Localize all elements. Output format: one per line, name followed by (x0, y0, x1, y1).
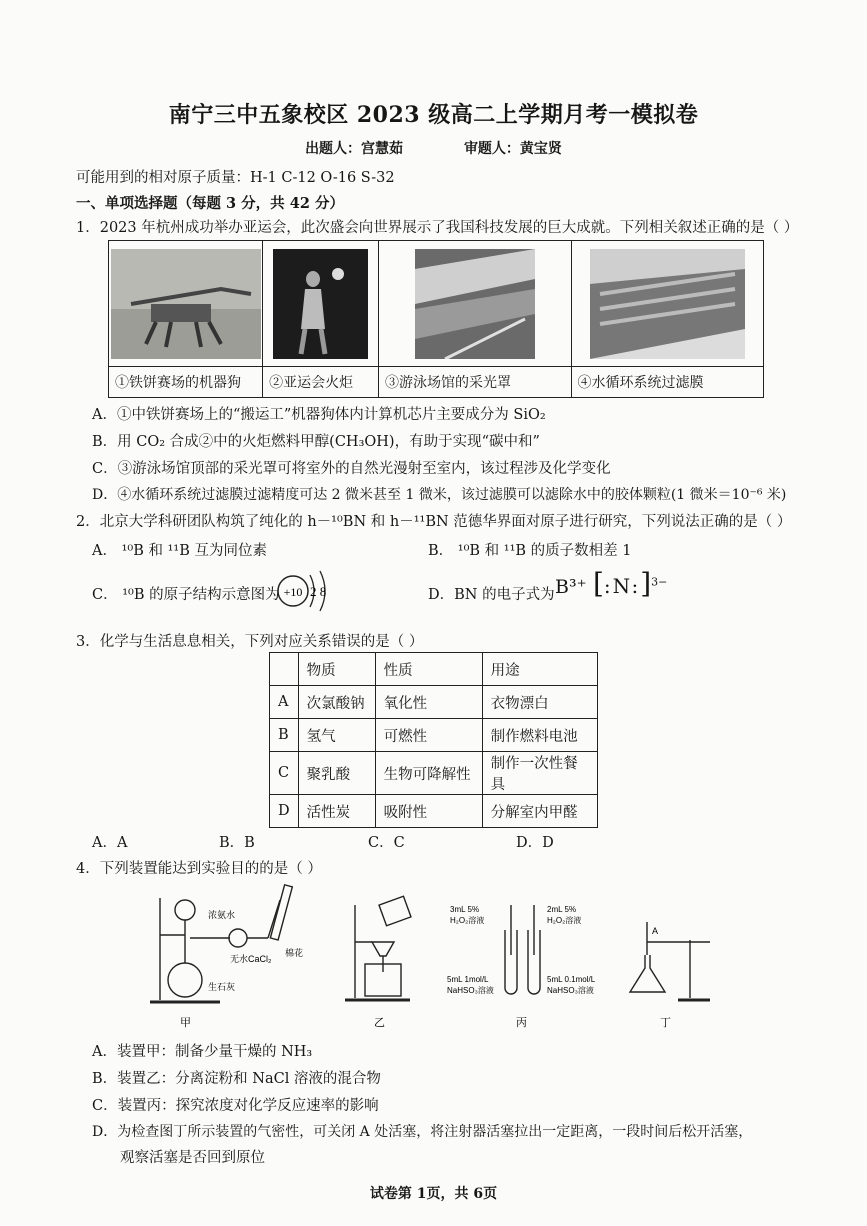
q3-choice-b: B．B (219, 835, 255, 851)
q1-caption-1: ①铁饼赛场的机器狗 (109, 366, 262, 397)
electron-shells: 2 8 (310, 584, 327, 599)
table-cell: 活性炭 (298, 795, 375, 828)
nitride-ion: :N: (603, 574, 641, 598)
q4-option-c: C．装置丙：探究浓度对化学反应速率的影响 (92, 1098, 379, 1114)
nitride-charge: 3− (651, 575, 668, 589)
label-yi: 乙 (374, 1017, 385, 1029)
q3-choice-d: D．D (516, 835, 554, 851)
table-cell: 制作一次性餐具 (482, 752, 597, 795)
q1-option-c: C．③游泳场馆顶部的采光罩可将室外的自然光漫射至室内，该过程涉及化学变化 (92, 461, 611, 477)
q1-option-a: A．①中铁饼赛场上的“搬运工”机器狗体内计算机芯片主要成分为 SiO₂ (92, 407, 546, 423)
robot-dog-photo (111, 249, 261, 359)
label-cacl2: 无水CaCl₂ (230, 954, 272, 964)
nitrogen-symbol: N (612, 574, 632, 598)
label-ding: 丁 (660, 1017, 671, 1029)
q4-option-d: D．为检查图丁所示装置的气密性，可关闭 A 处活塞，将注射器活塞拉出一定距离，一段时间后松开活塞， (92, 1124, 753, 1140)
apparatus-ding (630, 922, 710, 1000)
q3-choice-c: C．C (368, 835, 405, 851)
q4-stem: 4．下列装置能达到实验目的的是（ ） (76, 861, 322, 877)
table-row (270, 752, 598, 795)
table-header-cell: 用途 (482, 653, 597, 686)
label-c3: 2mL 5% (547, 905, 577, 914)
skylight-photo (415, 249, 535, 359)
label-c2: H₂O₂溶液 (450, 916, 485, 925)
page-footer: 试卷第 1页，共 6页 (369, 1186, 498, 1202)
label-c4: H₂O₂溶液 (547, 916, 582, 925)
label-c6: NaHSO₃溶液 (447, 986, 494, 995)
table-header-cell: 物质 (298, 653, 375, 686)
q3-choice-a: A．A (92, 835, 128, 851)
q1-image-1 (109, 241, 263, 397)
q2-option-d: D．BN 的电子式为 (428, 587, 555, 603)
reviewer: 审题人：黄宝贤 (463, 141, 562, 157)
torch-photo (273, 249, 368, 359)
q1-option-b: B．用 CO₂ 合成②中的火炬燃料甲醇(CH₃OH)，有助于实现“碳中和” (92, 434, 540, 450)
page-title: 南宁三中五象校区 2023 级高二上学期月考一模拟卷 (168, 102, 699, 128)
table-cell: 氧化性 (375, 686, 482, 719)
q4-option-d-continued: 观察活塞是否回到原位 (120, 1150, 265, 1166)
nucleus-charge: +10 (283, 585, 303, 599)
table-cell: 生物可降解性 (375, 752, 482, 795)
label-c5: 5mL 1mol/L (447, 975, 489, 984)
table-cell: 分解室内甲醛 (482, 795, 597, 828)
table-cell: 氢气 (298, 719, 375, 752)
table-cell: D (270, 795, 299, 828)
table-cell: 衣物漂白 (482, 686, 597, 719)
q4-apparatus-figure (150, 880, 710, 1030)
q1-caption-4: ④水循环系统过滤膜 (572, 366, 763, 397)
atomic-structure-diagram (274, 565, 334, 617)
q1-image-3 (379, 241, 571, 397)
label-bing: 丙 (516, 1017, 527, 1029)
boron-ion: B³⁺ (555, 576, 587, 598)
table-cell: 次氯酸钠 (298, 686, 375, 719)
table-cell: C (270, 752, 299, 795)
label-c1: 3mL 5% (450, 905, 480, 914)
electron-formula (555, 567, 667, 600)
table-header-row (270, 653, 598, 686)
q1-caption-2: ②亚运会火炬 (263, 366, 378, 397)
q1-image-2 (263, 241, 379, 397)
q2-option-a: A． ¹⁰B 和 ¹¹B 互为同位素 (92, 543, 267, 559)
label-c8: NaHSO₃溶液 (547, 986, 594, 995)
q2-stem: 2．北京大学科研团队构筑了纯化的 h－¹⁰BN 和 h－¹¹BN 范德华界面对原子进行研究，下列说法正确的是（ ） (76, 514, 792, 530)
label-cotton: 棉花 (285, 948, 304, 958)
author: 出题人：宫慧茹 (305, 141, 404, 157)
q4-option-b: B．装置乙：分离淀粉和 NaCl 溶液的混合物 (92, 1071, 381, 1087)
table-row (270, 795, 598, 828)
apparatus-yi (345, 896, 411, 1000)
table-cell: A (270, 686, 299, 719)
bracket-left: [ (592, 567, 604, 600)
filter-membrane-photo (590, 249, 745, 359)
table-header-cell: 性质 (375, 653, 482, 686)
label-ammonia: 浓氨水 (208, 910, 236, 920)
table-cell: 制作燃料电池 (482, 719, 597, 752)
table-cell: 聚乳酸 (298, 752, 375, 795)
table-cell: 吸附性 (375, 795, 482, 828)
label-valve-a: A (652, 926, 659, 936)
table-row (270, 686, 598, 719)
label-jia: 甲 (180, 1017, 191, 1029)
label-quicklime: 生石灰 (208, 982, 236, 992)
q1-caption-3: ③游泳场馆的采光罩 (379, 366, 570, 397)
q4-option-a: A．装置甲：制备少量干燥的 NH₃ (92, 1044, 313, 1060)
q1-image-4 (572, 241, 763, 397)
q2-option-c: C． ¹⁰B 的原子结构示意图为 (92, 587, 280, 603)
label-c7: 5mL 0.1mol/L (547, 975, 596, 984)
q2-option-b: B． ¹⁰B 和 ¹¹B 的质子数相差 1 (428, 543, 632, 559)
table-header-cell (270, 653, 299, 686)
q3-stem: 3．化学与生活息息相关，下列对应关系错误的是（ ） (76, 634, 424, 650)
q1-option-d: D．④水循环系统过滤膜过滤精度可达 2 微米甚至 1 微米，该过滤膜可以滤除水中的胶体颗粒(1 微米＝10⁻⁶ 米) (92, 487, 787, 503)
q1-stem: 1．2023 年杭州成功举办亚运会，此次盛会向世界展示了我国科技发展的巨大成就。下列相关叙述正确的是（ ） (76, 220, 799, 236)
section-heading: 一、单项选择题（每题 3 分，共 42 分） (76, 195, 344, 212)
table-cell: 可燃性 (375, 719, 482, 752)
authors (0, 138, 867, 158)
atomic-mass: 可能用到的相对原子质量：H-1 C-12 O-16 S-32 (76, 170, 395, 186)
q1-image-table (108, 240, 764, 398)
q3-table (269, 652, 598, 828)
table-row (270, 719, 598, 752)
bracket-right: ] (640, 567, 652, 600)
table-cell: B (270, 719, 299, 752)
apparatus-bing (505, 905, 540, 994)
